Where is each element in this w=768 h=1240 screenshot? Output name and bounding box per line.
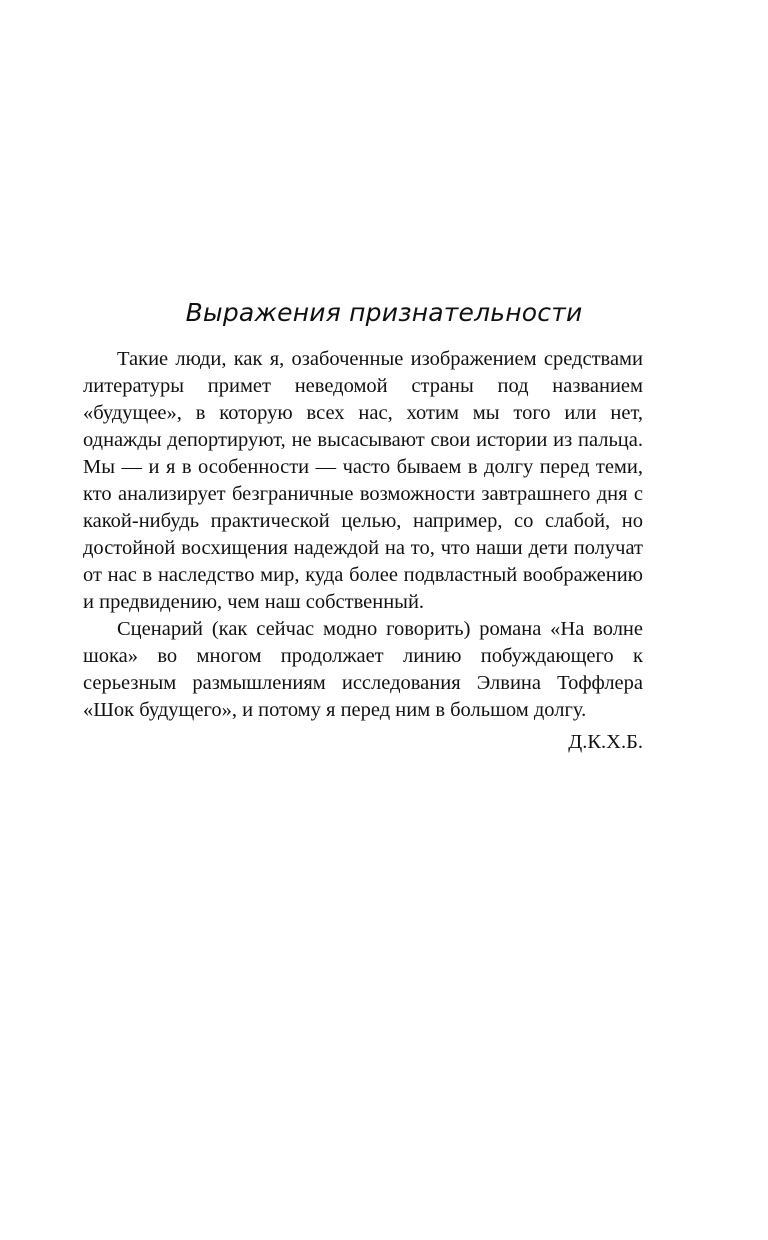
author-initials: Д.К.Х.Б. [568, 731, 643, 753]
paragraph-1: Такие люди, как я, озабоченные изображением средствами литературы примет неведомой страны под названием «будущее», в которую всех нас, хотим мы того или нет, однажды депортируют, не высасывают свои истории из пальца. Мы — и я в особенности — часто бываем в долгу перед теми, кто анализирует безграничные возможности завтрашнего дня с какой-нибудь практической целью, например, со слабой, но достойной восхищения надеждой на то, что наши дети получат от нас в наследство мир, куда более подвластный воображению и предвидению, чем наш собственный. [83, 348, 643, 613]
paragraph-2: Сценарий (как сейчас модно говорить) романа «На волне шока» во многом продолжает линию побуждающего к серьезным размышлениям исследования Элвина Тоффлера «Шок будущего», и потому я перед ним в большом долгу. [83, 618, 643, 721]
page-title: Выражения признательности [185, 298, 583, 327]
acknowledgements-text [83, 346, 643, 756]
